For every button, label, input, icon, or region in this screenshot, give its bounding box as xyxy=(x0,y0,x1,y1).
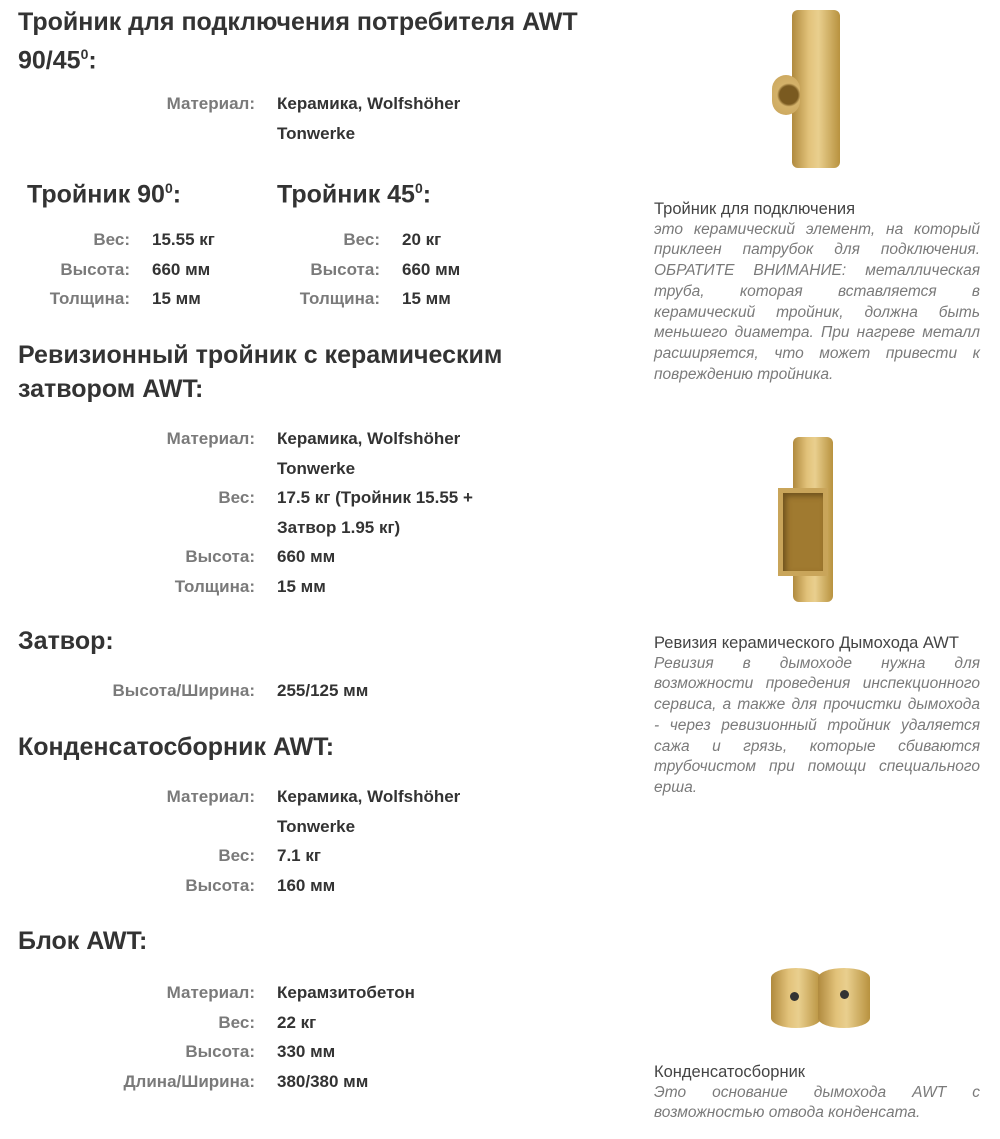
spec-value: 15 мм xyxy=(152,289,201,308)
tee90-title: Тройник $90^0$: xyxy=(27,180,182,209)
tee-connection-title: Тройник для подключения потребителя AWT $90/45^0$: xyxy=(18,8,578,75)
tee90-specs xyxy=(0,225,215,314)
block-title: Блок AWT: xyxy=(18,927,148,955)
spec-value: 255/125 мм xyxy=(277,681,369,700)
spec-label: Вес: xyxy=(218,488,255,507)
spec-value: 15 мм xyxy=(402,289,451,308)
spec-label: Высота: xyxy=(185,547,255,566)
spec-label: Толщина: xyxy=(299,289,380,308)
tee-material xyxy=(0,89,517,148)
condensate-title: Конденсатосборник AWT: xyxy=(18,733,335,761)
spec-label: Высота: xyxy=(60,259,130,279)
spec-value: 330 мм xyxy=(277,1042,336,1061)
spec-label: Вес: xyxy=(93,230,130,249)
spec-label: Материал: xyxy=(166,787,255,806)
tee45-title: Тройник $45^0$: xyxy=(277,180,432,209)
caption-tee-connection xyxy=(654,199,980,386)
spec-value: Керамика, Wolfshöher Tonwerke xyxy=(277,94,461,143)
spec-value: 15 мм xyxy=(277,576,326,596)
tee45-specs xyxy=(250,225,460,314)
spec-value: 17.5 кг (Тройник 15.55 + Затвор 1.95 кг) xyxy=(277,488,473,537)
block-specs xyxy=(0,978,415,1096)
spec-value: 20 кг xyxy=(402,230,442,249)
spec-value: Керамзитобетон xyxy=(277,983,415,1002)
spec-label: Высота: xyxy=(310,259,380,279)
spec-value: 660 мм xyxy=(402,259,461,279)
spec-value: 15.55 кг xyxy=(152,230,215,249)
caption-title: Ревизия керамического Дымохода AWT xyxy=(654,634,959,652)
condensate-specs xyxy=(0,782,512,900)
shutter-specs xyxy=(0,676,368,706)
caption-text: это керамический элемент, на который приклеен патрубок для подключения. ОБРАТИТЕ ВНИМАНИЕ: металлическая труба, которая вставляется в керамический тройник, должна быть меньшего диаметра. При нагреве металл расширяется, что может привести к повреждению тройника. xyxy=(654,220,980,384)
spec-label: Вес: xyxy=(218,1012,255,1032)
spec-label: Длина/Ширина: xyxy=(123,1071,255,1091)
caption-text: Это основание дымохода AWT с возможностью отвода конденсата. xyxy=(654,1083,980,1122)
caption-title: Конденсатосборник xyxy=(654,1063,806,1081)
spec-value: 660 мм xyxy=(152,259,211,279)
caption-title: Тройник для подключения xyxy=(654,200,856,218)
spec-label: Материал: xyxy=(166,429,255,448)
spec-value: 7.1 кг xyxy=(277,846,321,865)
spec-label: Толщина: xyxy=(49,289,130,308)
revision-tee-title: Ревизионный тройник с керамическим затвором AWT: xyxy=(18,341,503,403)
spec-label: Вес: xyxy=(343,230,380,249)
caption-revision xyxy=(654,633,980,799)
spec-label: Высота: xyxy=(185,1042,255,1061)
spec-value: 22 кг xyxy=(277,1012,317,1032)
spec-label: Высота/Ширина: xyxy=(112,681,255,700)
shutter-title: Затвор: xyxy=(18,627,114,655)
spec-label: Материал: xyxy=(166,983,255,1002)
spec-value: Керамика, Wolfshöher Tonwerke xyxy=(277,429,461,478)
spec-value: 380/380 мм xyxy=(277,1071,369,1091)
spec-label: Вес: xyxy=(218,846,255,865)
caption-condensate xyxy=(654,1062,980,1124)
spec-label: Материал: xyxy=(166,94,255,113)
spec-value: Керамика, Wolfshöher Tonwerke xyxy=(277,787,461,836)
spec-value: 160 мм xyxy=(277,875,336,895)
caption-text: Ревизия в дымоходе нужна для возможности проведения инспекционного сервиса, а также для прочистки дымохода - через ревизионный тройник удаляется сажа и грязь, которые сбиваются трубочистом при помощи специального ерша. xyxy=(654,654,980,797)
spec-label: Высота: xyxy=(185,875,255,895)
revision-tee-specs xyxy=(0,424,512,601)
spec-label: Толщина: xyxy=(174,576,255,596)
spec-value: 660 мм xyxy=(277,547,336,566)
